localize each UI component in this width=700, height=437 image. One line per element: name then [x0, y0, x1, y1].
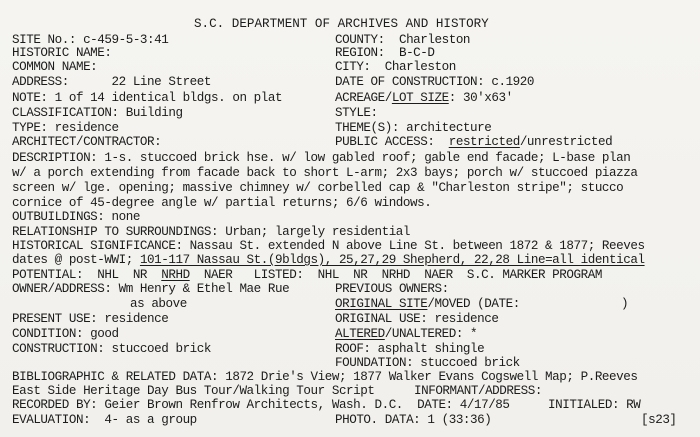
historic-name: HISTORIC NAME: [12, 46, 112, 60]
common-name: COMMON NAME: [12, 60, 98, 74]
outbuildings: OUTBUILDINGS: none [12, 210, 140, 224]
informant-address: INFORMANT/ADDRESS: [414, 384, 542, 398]
acreage-label: ACREAGE/ [335, 91, 392, 105]
city: CITY: Charleston [335, 60, 456, 74]
foundation: FOUNDATION: stuccoed brick [335, 356, 520, 370]
significance-line-2 [12, 253, 645, 268]
altered-value: ALTERED [335, 327, 385, 341]
description-line-4: cornice of 45-degree angle w/ partial returns; 6/6 windows. [12, 196, 432, 210]
significance-line-1: HISTORICAL SIGNIFICANCE: Nassau St. extended N above Line St. between 1872 & 1877; Reeves [12, 239, 645, 253]
previous-owners: PREVIOUS OWNERS: [335, 282, 449, 296]
original-site-moved [335, 297, 520, 312]
owner-address: OWNER/ADDRESS: Wm Henry & Ethel Mae Rue [12, 282, 290, 296]
classification: CLASSIFICATION: Building [12, 106, 183, 120]
unaltered-value: /UNALTERED: * [384, 327, 478, 341]
construction: CONSTRUCTION: stuccoed brick [12, 342, 212, 356]
bibliography-line-2: East Side Heritage Day Bus Tour/Walking Tour Script [12, 384, 375, 398]
potential-nrhd: NRHD [161, 268, 190, 282]
architect-contractor: ARCHITECT/CONTRACTOR: [12, 135, 162, 149]
potential [12, 268, 602, 283]
significance-prefix: dates @ post-WWI; [12, 253, 140, 267]
record-code: [s23] [641, 413, 677, 427]
initialed: INITIALED: RW [548, 398, 641, 412]
moved-close-paren: ) [621, 297, 629, 311]
acreage-lot-size [335, 91, 513, 106]
note: NOTE: 1 of 14 identical bldgs. on plat [12, 91, 283, 105]
altered-unaltered [335, 327, 477, 342]
date-of-construction: DATE OF CONSTRUCTION: c.1920 [335, 75, 535, 89]
moved-date-label: /MOVED (DATE: [427, 297, 520, 311]
description-line-3: screen w/ lge. opening; massive chimney w/ corbelled cap & "Charleston stripe"; stucco [12, 181, 624, 195]
present-use: PRESENT USE: residence [12, 312, 169, 326]
photo-data: PHOTO. DATA: 1 (33:36) [335, 413, 492, 427]
description-line-2: w/ a porch extending from facade back to short L-arm; 2x3 bays; porch w/ stuccoed piazza [12, 166, 638, 180]
evaluation: EVALUATION: 4- as a group [12, 413, 197, 427]
public-access-label: PUBLIC ACCESS: [335, 135, 449, 149]
public-access [335, 135, 612, 150]
recorded-by: RECORDED BY: Geier Brown Renfrow Architects, Wash. D.C. DATE: 4/17/85 [12, 398, 510, 412]
roof: ROOF: asphalt shingle [335, 342, 485, 356]
condition: CONDITION: good [12, 327, 119, 341]
unrestricted-value: /unrestricted [519, 135, 613, 149]
original-use: ORIGINAL USE: residence [335, 312, 499, 326]
type: TYPE: residence [12, 121, 119, 135]
potential-prefix: POTENTIAL: NHL NR [12, 268, 162, 282]
original-site: ORIGINAL SITE [335, 297, 428, 311]
lot-size-value: : 30'x63' [448, 91, 513, 105]
relationship: RELATIONSHIP TO SURROUNDINGS: Urban; largely residential [12, 225, 411, 239]
address: ADDRESS: 22 Line Street [12, 75, 212, 89]
potential-suffix: NAER LISTED: NHL NR NRHD NAER S.C. MARKER PROGRAM [189, 268, 602, 282]
style: STYLE: [335, 106, 378, 120]
restricted-value: restricted [448, 135, 520, 149]
region: REGION: B-C-D [335, 46, 435, 60]
themes: THEME(S): architecture [335, 121, 492, 135]
description-line-1: DESCRIPTION: 1-s. stuccoed brick hse. w/ low gabled roof; gable end facade; L-base plan [12, 151, 631, 165]
bibliography-line-1: BIBLIOGRAPHIC & RELATED DATA: 1872 Drie's View; 1877 Walker Evans Cogswell Map; P.Reeves [12, 370, 638, 384]
owner-address-line-2: as above [130, 297, 187, 311]
lot-size-label: LOT SIZE [391, 91, 449, 105]
site-number: SITE No.: c-459-5-3:41 [12, 33, 169, 47]
county: COUNTY: Charleston [335, 33, 471, 47]
card-title: S.C. DEPARTMENT OF ARCHIVES AND HISTORY [194, 17, 489, 31]
significance-underlined: 101-117 Nassau St.(9bldgs), 25,27,29 Shepherd, 22,28 Line=all identical [139, 253, 645, 267]
